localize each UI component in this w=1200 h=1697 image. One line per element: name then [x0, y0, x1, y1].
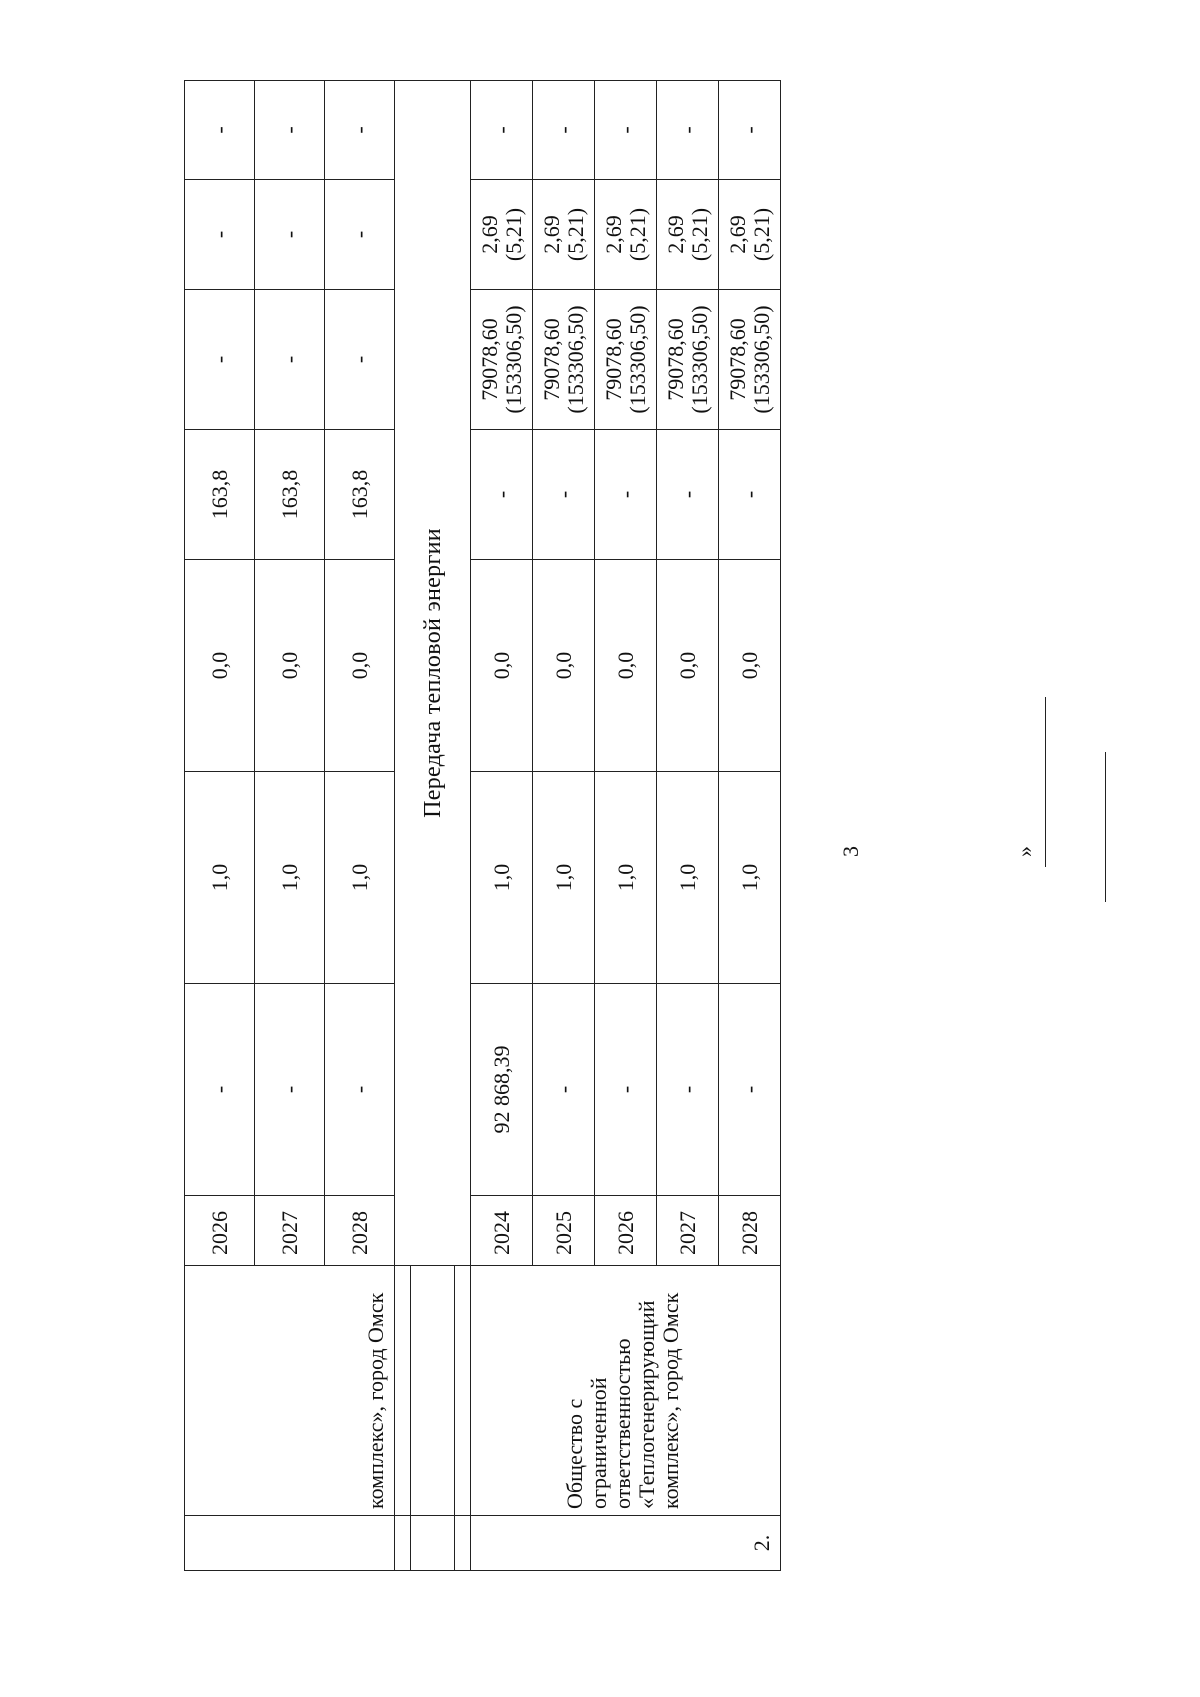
org-name-cell [411, 1266, 455, 1516]
value-cell: 1,0 [533, 772, 595, 984]
value-cell: - [657, 984, 719, 1196]
value-cell [533, 180, 595, 290]
value-paren: (5,21) [624, 207, 650, 262]
value-cell: - [185, 984, 255, 1196]
value-paren: (153306,50) [562, 305, 588, 414]
value-cell: - [185, 81, 255, 180]
value-cell: 0,0 [595, 560, 657, 772]
value-main: 2,69 [724, 215, 750, 254]
value-main: 2,69 [662, 215, 688, 254]
year-cell: 2024 [471, 1196, 533, 1266]
value-cell: - [325, 81, 395, 180]
value-cell [471, 290, 533, 430]
value-cell: - [595, 984, 657, 1196]
value-cell: 1,0 [719, 772, 781, 984]
value-cell: - [719, 430, 781, 560]
section-title: Передача тепловой энергии [395, 81, 471, 1266]
value-main: 79078,60 [538, 318, 564, 401]
value-cell: 163,8 [255, 430, 325, 560]
org-name-cell [455, 1266, 471, 1516]
year-cell: 2026 [595, 1196, 657, 1266]
value-cell: - [719, 984, 781, 1196]
value-cell: - [255, 984, 325, 1196]
value-cell: - [255, 180, 325, 290]
index-cell [411, 1516, 455, 1571]
index-cell [395, 1516, 411, 1571]
table-row [471, 81, 533, 1571]
value-cell: 0,0 [533, 560, 595, 772]
value-cell: - [595, 430, 657, 560]
value-cell: - [595, 81, 657, 180]
value-paren: (5,21) [748, 207, 774, 262]
value-cell: 163,8 [325, 430, 395, 560]
value-cell: 0,0 [657, 560, 719, 772]
value-cell [595, 290, 657, 430]
value-cell: - [719, 81, 781, 180]
value-paren: (5,21) [500, 207, 526, 262]
year-cell: 2028 [325, 1196, 395, 1266]
value-cell: - [325, 984, 395, 1196]
value-cell [657, 180, 719, 290]
value-cell: - [533, 984, 595, 1196]
year-cell: 2028 [719, 1196, 781, 1266]
value-main: 79078,60 [600, 318, 626, 401]
value-cell: - [185, 290, 255, 430]
value-cell: 1,0 [595, 772, 657, 984]
value-cell [471, 180, 533, 290]
value-main: 2,69 [476, 215, 502, 254]
value-paren: (5,21) [686, 207, 712, 262]
value-cell [533, 290, 595, 430]
table-row [395, 81, 411, 1571]
separator-rule [1105, 752, 1106, 902]
value-cell: 1,0 [325, 772, 395, 984]
value-cell: 0,0 [719, 560, 781, 772]
value-cell: - [533, 81, 595, 180]
value-cell: - [657, 81, 719, 180]
value-cell [595, 180, 657, 290]
value-cell: 163,8 [185, 430, 255, 560]
value-cell: - [533, 430, 595, 560]
value-cell [719, 290, 781, 430]
org-name-cell: комплекс», город Омск [185, 1266, 395, 1516]
value-cell [657, 290, 719, 430]
value-cell: - [185, 180, 255, 290]
value-cell: - [471, 81, 533, 180]
value-cell: 1,0 [185, 772, 255, 984]
year-cell: 2026 [185, 1196, 255, 1266]
value-paren: (5,21) [562, 207, 588, 262]
end-rule [1045, 697, 1046, 867]
value-cell: - [255, 290, 325, 430]
value-cell: - [325, 180, 395, 290]
value-paren: (153306,50) [624, 305, 650, 414]
index-cell [455, 1516, 471, 1571]
year-cell: 2025 [533, 1196, 595, 1266]
value-main: 79078,60 [476, 318, 502, 401]
value-paren: (153306,50) [500, 305, 526, 414]
closing-quote: » [1012, 846, 1037, 857]
value-paren: (153306,50) [748, 305, 774, 414]
value-cell: 92 868,39 [471, 984, 533, 1196]
value-cell: 0,0 [255, 560, 325, 772]
value-cell: - [471, 430, 533, 560]
value-cell: 0,0 [471, 560, 533, 772]
value-cell: 1,0 [657, 772, 719, 984]
value-cell [719, 180, 781, 290]
value-cell: 0,0 [185, 560, 255, 772]
value-cell: 0,0 [325, 560, 395, 772]
value-main: 2,69 [600, 215, 626, 254]
year-cell: 2027 [255, 1196, 325, 1266]
value-cell: 1,0 [471, 772, 533, 984]
page-number: 3 [838, 846, 863, 857]
value-main: 79078,60 [724, 318, 750, 401]
table-row [185, 81, 255, 1571]
value-cell: - [657, 430, 719, 560]
year-cell: 2027 [657, 1196, 719, 1266]
value-cell: 1,0 [255, 772, 325, 984]
index-cell [185, 1516, 395, 1571]
value-main: 79078,60 [662, 318, 688, 401]
value-cell: - [325, 290, 395, 430]
value-main: 2,69 [538, 215, 564, 254]
tariff-table [184, 80, 781, 1571]
org-name-cell: Общество с ограниченной ответственностью «Теплогенерирующий комплекс», город Омск [471, 1266, 781, 1516]
value-paren: (153306,50) [686, 305, 712, 414]
value-cell: - [255, 81, 325, 180]
org-name-cell [395, 1266, 411, 1516]
index-cell: 2. [471, 1516, 781, 1571]
